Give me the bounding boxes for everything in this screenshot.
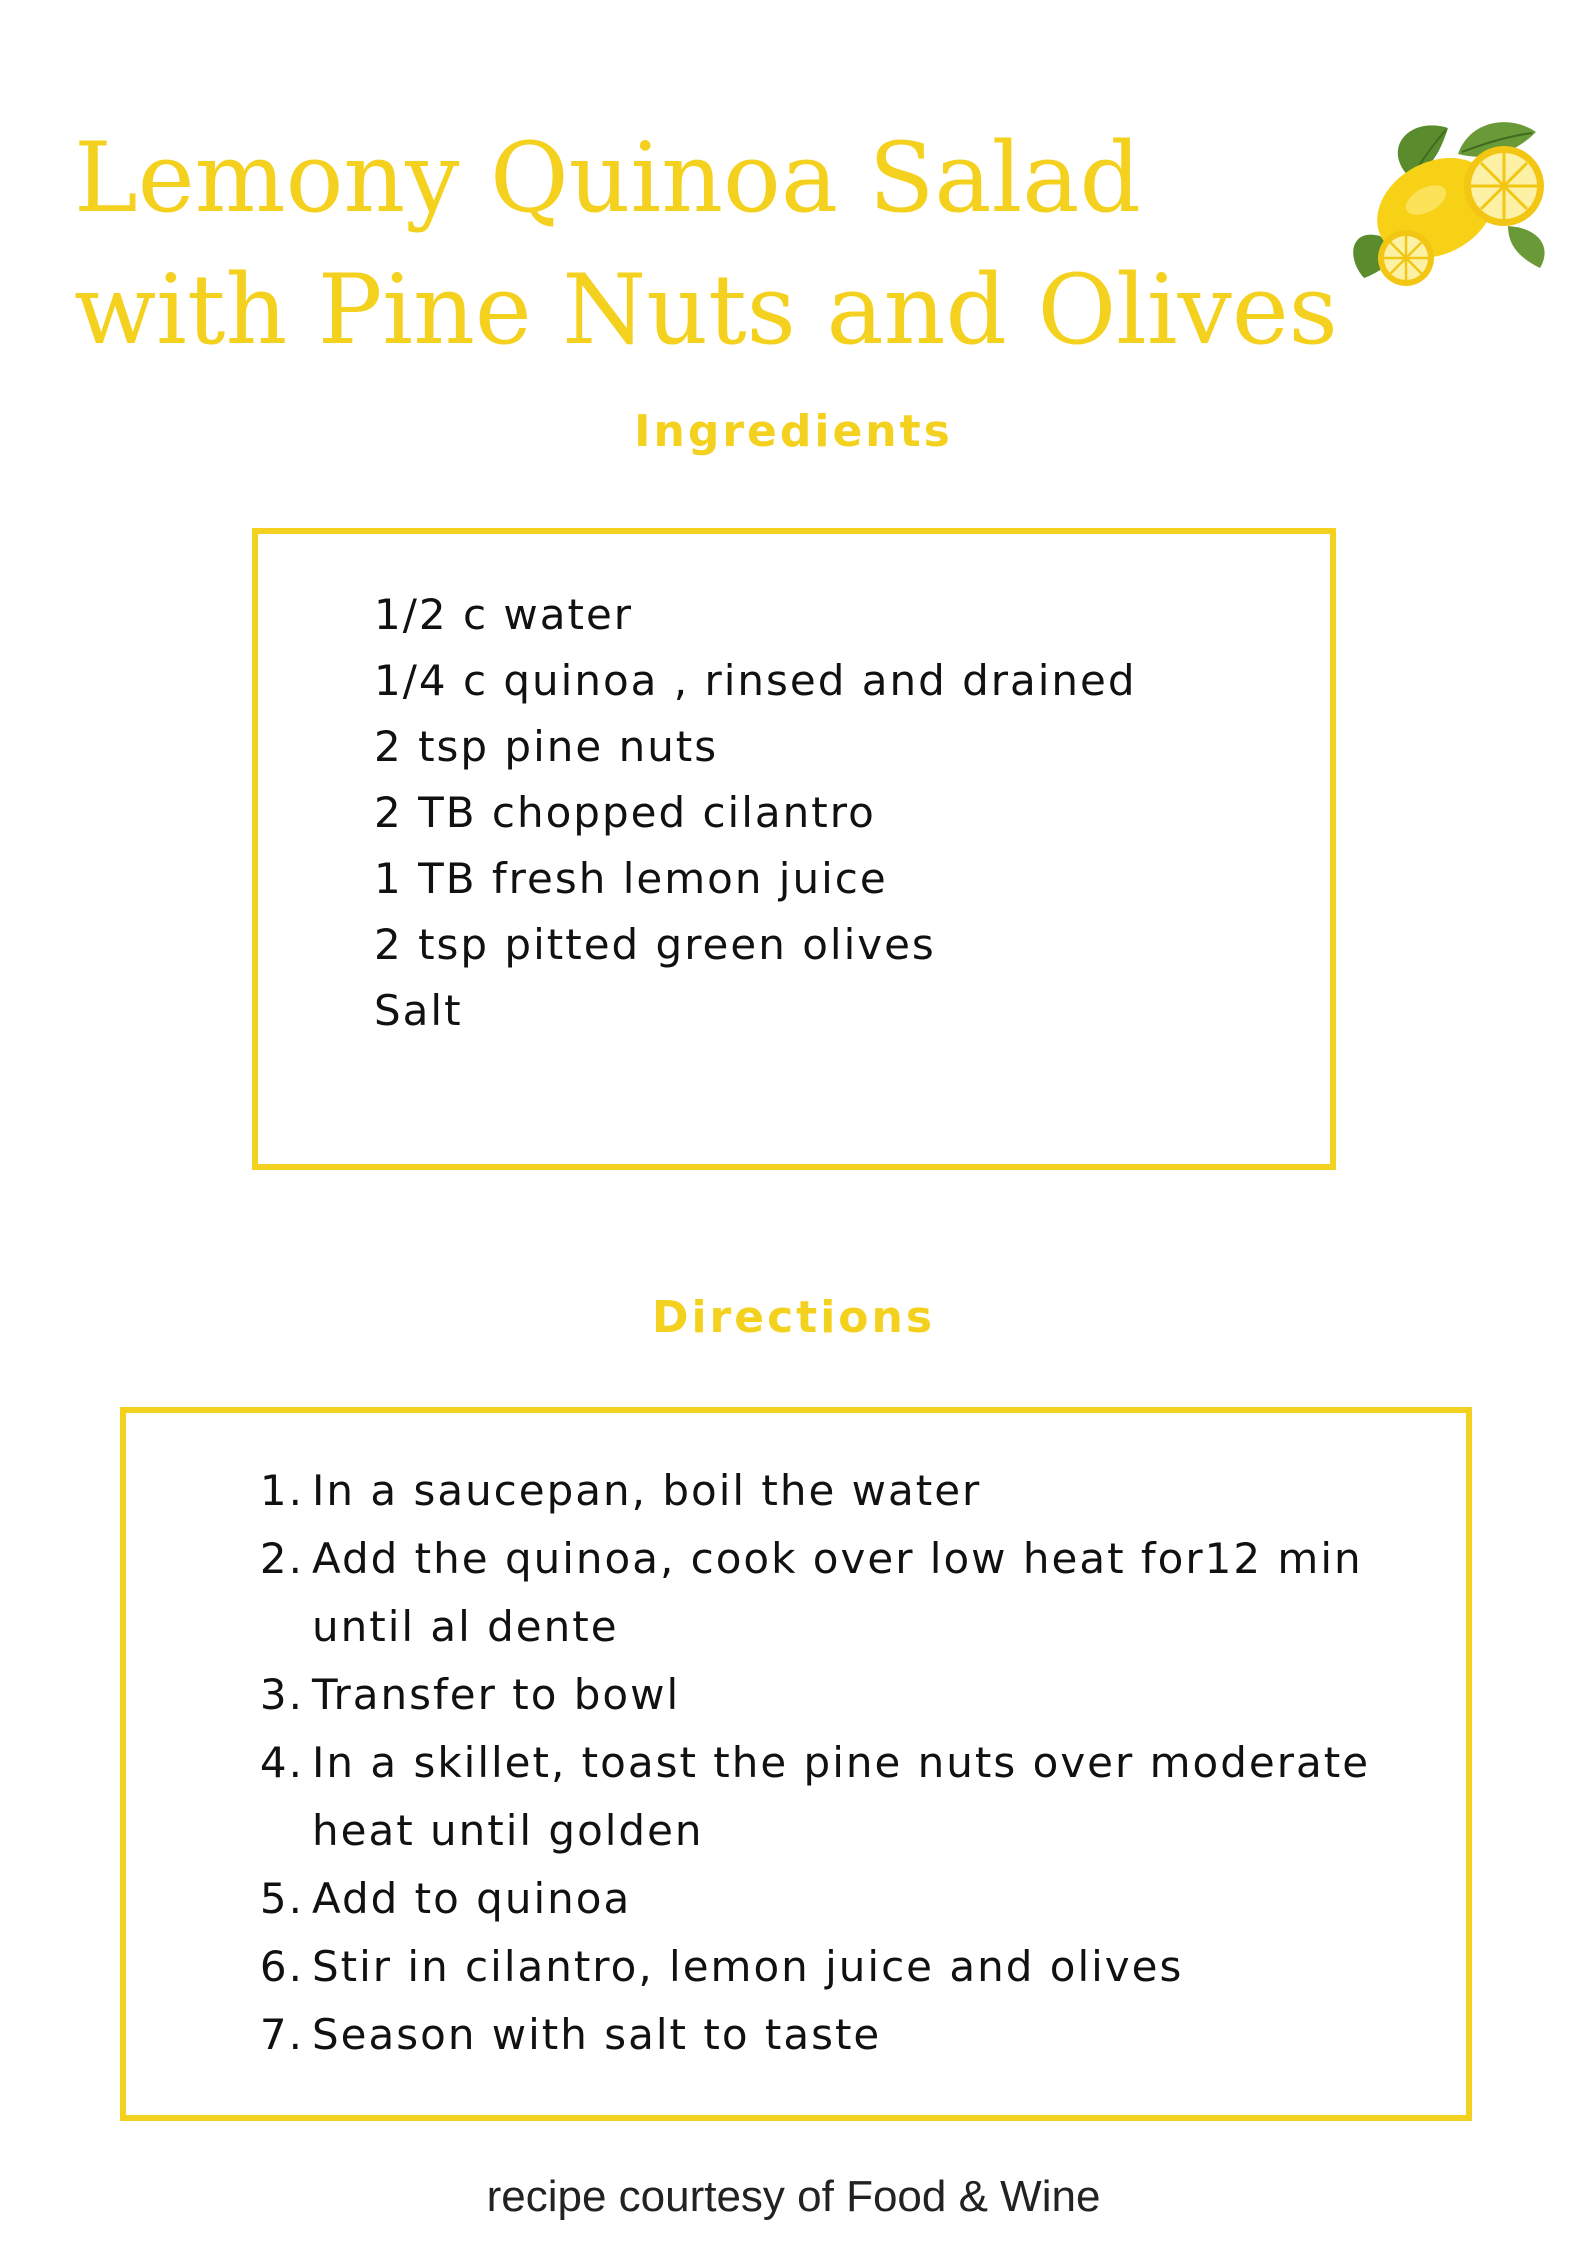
directions-list: [126, 1457, 1426, 2069]
step-number: 7.: [259, 2010, 304, 2059]
recipe-title-line-2: with Pine Nuts and Olives: [74, 254, 1338, 366]
step-text: In a skillet, toast the pine nuts over moderate heat until golden: [312, 1738, 1371, 1855]
ingredient-item: 1 TB fresh lemon juice: [374, 854, 888, 903]
recipe-title: [74, 112, 1374, 376]
step-number: 3.: [259, 1670, 304, 1719]
direction-step: [126, 1865, 1426, 1933]
ingredient-item: 2 tsp pitted green olives: [374, 920, 936, 969]
direction-step: [126, 1729, 1426, 1865]
direction-step: [126, 1661, 1426, 1729]
step-number: 5.: [259, 1874, 304, 1923]
step-number: 4.: [259, 1738, 304, 1787]
step-number: 2.: [259, 1534, 304, 1583]
ingredients-box: [252, 528, 1336, 1170]
step-text: In a saucepan, boil the water: [312, 1466, 982, 1515]
direction-step: [126, 1525, 1426, 1661]
direction-step: [126, 1933, 1426, 2001]
direction-step: [126, 2001, 1426, 2069]
ingredient-item: 1/4 c quinoa , rinsed and drained: [374, 656, 1137, 705]
ingredient-item: 1/2 c water: [374, 590, 634, 639]
ingredient-item: 2 tsp pine nuts: [374, 722, 719, 771]
directions-box: [120, 1407, 1472, 2121]
step-text: Stir in cilantro, lemon juice and olives: [312, 1942, 1184, 1991]
step-text: Season with salt to taste: [312, 2010, 882, 2059]
ingredient-item: Salt: [374, 986, 463, 1035]
recipe-title-line-1: Lemony Quinoa Salad: [74, 122, 1141, 234]
direction-step: [126, 1457, 1426, 1525]
recipe-credit: recipe courtesy of Food & Wine: [486, 2172, 1101, 2221]
step-number: 6.: [259, 1942, 304, 1991]
directions-heading: Directions: [651, 1292, 936, 1343]
step-number: 1.: [259, 1466, 304, 1515]
ingredients-list: [374, 582, 1137, 1044]
ingredient-item: 2 TB chopped cilantro: [374, 788, 876, 837]
ingredients-heading: Ingredients: [634, 406, 953, 457]
step-text: Add to quinoa: [312, 1874, 632, 1923]
step-text: Add the quinoa, cook over low heat for12 min until al dente: [312, 1534, 1363, 1651]
step-text: Transfer to bowl: [312, 1670, 681, 1719]
lemon-icon: [1340, 108, 1560, 288]
